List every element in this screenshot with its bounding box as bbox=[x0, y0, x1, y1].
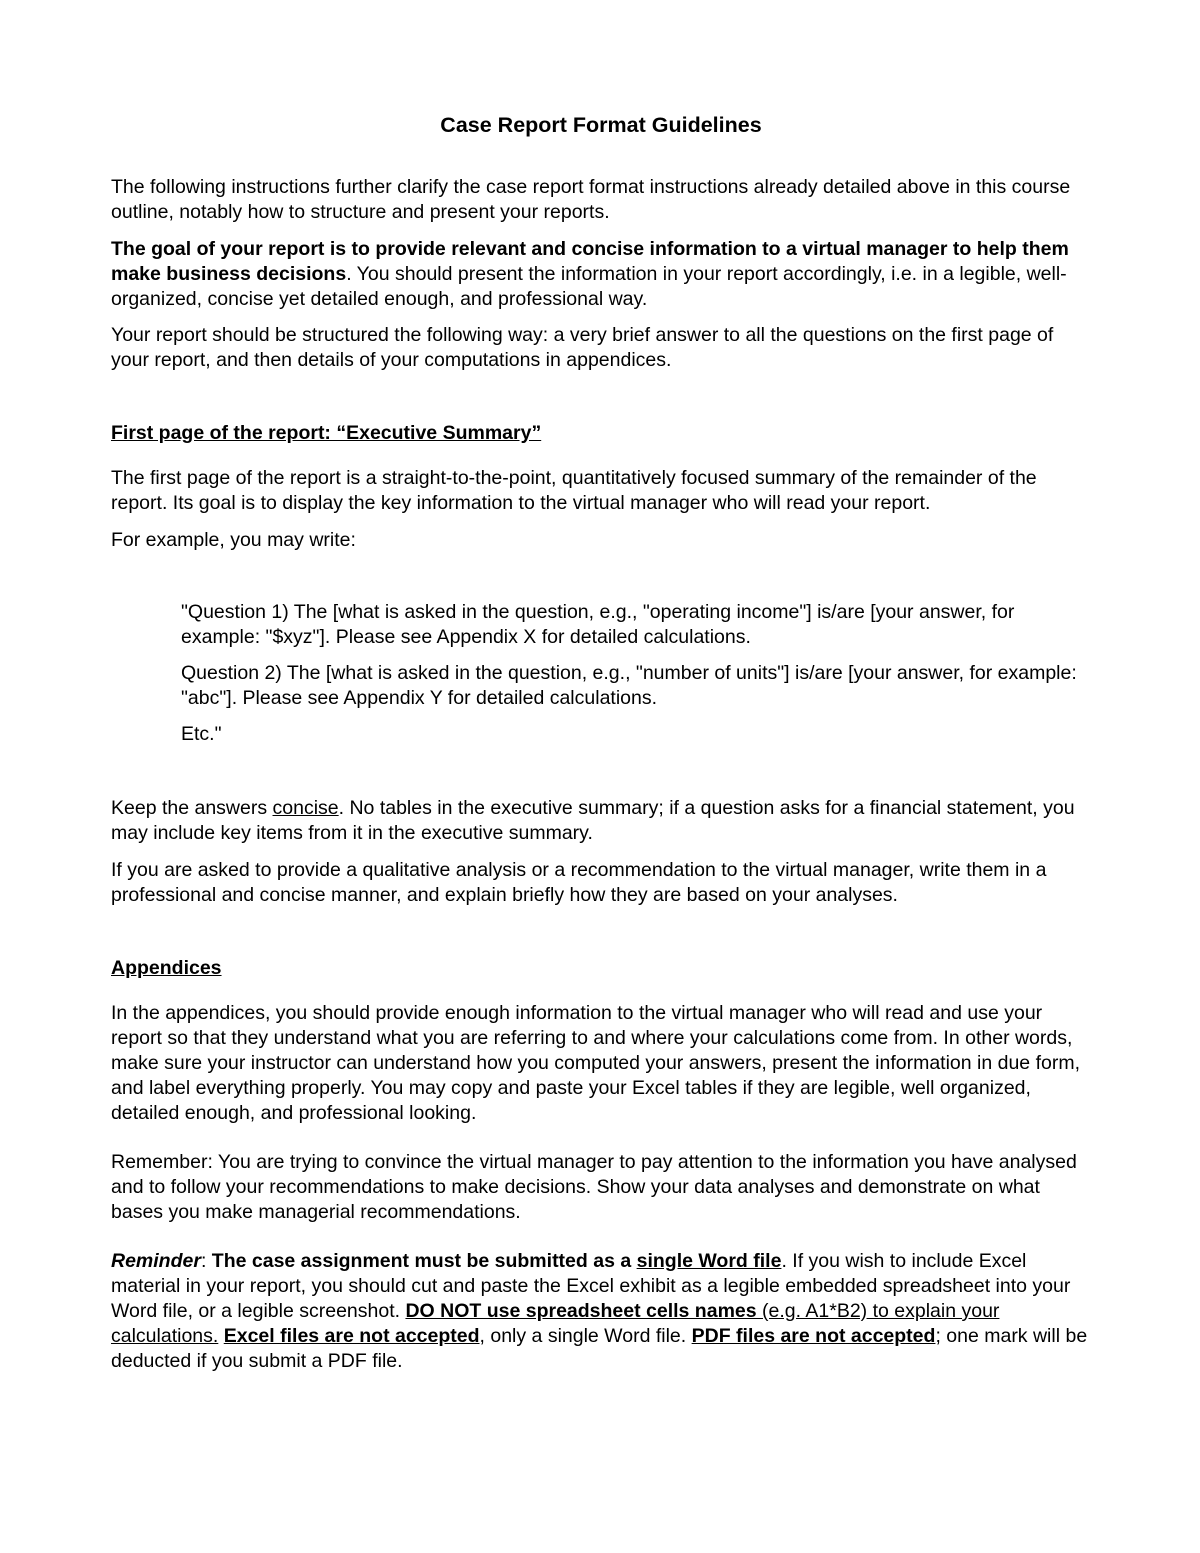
concise-underlined: concise bbox=[272, 797, 339, 819]
intro-paragraph-3: Your report should be structured the following way: a very brief answer to all the questions on the first page of your report, and then details of your computations in appendices. bbox=[111, 324, 1054, 371]
executive-summary-paragraph-1: The first page of the report is a straight-to-the-point, quantitatively focused summary of the remainder of the report. Its goal is to display the key information to the virtual manager who will read your report. bbox=[111, 467, 1037, 514]
submission-requirement: The case assignment must be submitted as a bbox=[211, 1250, 637, 1272]
reminder-paragraph bbox=[111, 1249, 1091, 1374]
example-question-2: Question 2) The [what is asked in the question, e.g., "number of units"] is/are [your answer, for example: "abc"]. Please see Appendix Y for detailed calculations. bbox=[181, 662, 1077, 709]
example-etc: Etc." bbox=[181, 723, 222, 745]
intro-paragraph-1: The following instructions further clarify the case report format instructions already detailed above in this course outline, notably how to structure and present your reports. bbox=[111, 176, 1071, 223]
intro-paragraph-2 bbox=[111, 237, 1091, 312]
executive-summary-paragraph-4: If you are asked to provide a qualitative analysis or a recommendation to the virtual manager, write them in a professional and concise manner, and explain briefly how they are based on your analyses. bbox=[111, 859, 1047, 906]
mark-deducted-text: ; one mark will be deducted if you submit a PDF file. bbox=[111, 1325, 1088, 1372]
excel-material-text: . If you wish to include Excel material in your report, you should cut and paste the Excel exhibit as a legible embedded spreadsheet into your Word file, or a legible screenshot. bbox=[111, 1250, 1071, 1322]
report-goal-bold: The goal of your report is to provide relevant and concise information to a virtual manager to help them make business decisions bbox=[111, 238, 1069, 285]
executive-summary-paragraph-2: For example, you may write: bbox=[111, 529, 356, 551]
appendices-paragraph-1: In the appendices, you should provide enough information to the virtual manager who will read and use your report so that they understand what you are referring to and where your calculations come from. In other words, make sure your instructor can understand how you computed your answers, present the information in due form, and label everything properly. You may copy and paste your Excel tables if they are legible, well organized, detailed enough, and professional looking. bbox=[111, 1002, 1080, 1124]
report-goal-rest: . You should present the information in your report accordingly, i.e. in a legible, well-organized, concise yet detailed enough, and professional way. bbox=[111, 263, 1067, 310]
appendices-heading: Appendices bbox=[111, 957, 222, 979]
only-word-file-text: , only a single Word file. bbox=[479, 1325, 692, 1347]
single-word-file: single Word file bbox=[636, 1250, 782, 1272]
cell-names-example: (e.g. A1*B2) to explain your calculations. bbox=[111, 1300, 1000, 1347]
do-not-use-cell-names: DO NOT use spreadsheet cells names bbox=[405, 1300, 763, 1322]
reminder-colon: : bbox=[200, 1250, 212, 1272]
no-tables-text: . No tables in the executive summary; if a question asks for a financial statement, you may include key items from it in the executive summary. bbox=[111, 797, 1075, 844]
document-title: Case Report Format Guidelines bbox=[440, 113, 762, 137]
excel-not-accepted: Excel files are not accepted bbox=[223, 1325, 480, 1347]
pdf-not-accepted: PDF files are not accepted bbox=[691, 1325, 936, 1347]
example-question-1: "Question 1) The [what is asked in the question, e.g., "operating income"] is/are [your answer, for example: "$xyz"]. Please see Appendix X for detailed calculations. bbox=[181, 601, 1015, 648]
executive-summary-paragraph-3 bbox=[111, 796, 1091, 846]
keep-answers-text: Keep the answers bbox=[111, 797, 273, 819]
executive-summary-heading: First page of the report: “Executive Summary” bbox=[111, 422, 542, 444]
appendices-paragraph-2: Remember: You are trying to convince the virtual manager to pay attention to the information you have analysed and to follow your recommendations to make decisions. Show your data analyses and demonstrate on what bases you make managerial recommendations. bbox=[111, 1151, 1077, 1223]
reminder-label: Reminder bbox=[111, 1250, 201, 1272]
